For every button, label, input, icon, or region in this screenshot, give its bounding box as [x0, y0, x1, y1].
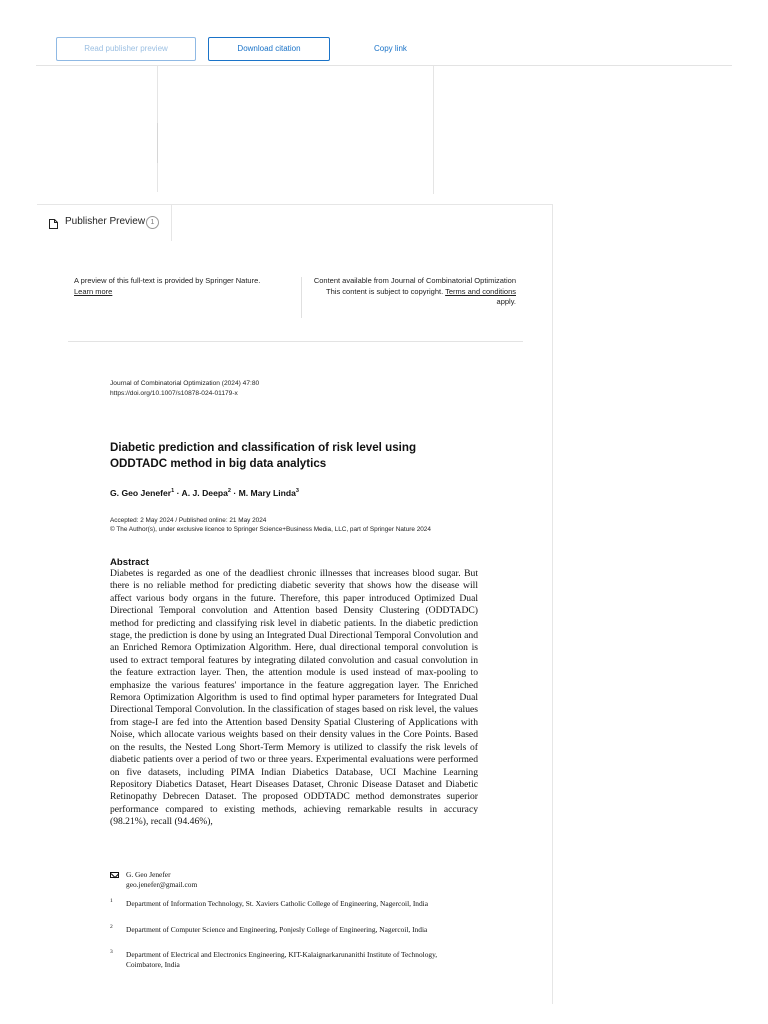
- content-source-text: Content available from Journal of Combinatorial Optimization: [313, 276, 516, 285]
- affiliation-marker: 3: [295, 488, 299, 495]
- panel-divider: [68, 341, 523, 342]
- document-icon: [49, 219, 58, 229]
- read-publisher-preview-button[interactable]: Read publisher preview: [56, 37, 196, 61]
- affiliation-number: 3: [110, 949, 113, 955]
- preview-count-badge: 1: [146, 216, 159, 229]
- tab-label: Publisher Preview: [65, 216, 146, 227]
- copyright-line: © The Author(s), under exclusive licence to Springer Science+Business Media, LLC, part of Springer Nature 2024: [110, 526, 431, 533]
- affiliation-footnote: [110, 950, 470, 970]
- learn-more-link[interactable]: Learn more: [74, 286, 113, 296]
- author-list: [110, 488, 299, 498]
- corresponding-name: G. Geo Jenefer: [126, 870, 171, 879]
- abstract-text: Diabetes is regarded as one of the deadliest chronic illnesses that increases blood sugar. But there is no reliable method for predicting diabetic severity that shows how the disease will affect various body organs in the future. Therefore, this paper introduced Optimized Dual Directional Temporal convolution and Attention based Density Clustering (ODDTADC) method for predicting and classifying risk level in diabetic patients. In the diabetic prediction stage, the prediction is done by using an Integrated Dual Directional Temporal Convolution and an Enriched Remora Optimization Algorithm. Here, dual directional temporal convolution is used to extract temporal features by integrating dilated convolution and casual convolution in the feature extraction layer. Then, the attention module is used instead of max-pooling to emphasize the various features' importance in the feature aggregation layer. The Enriched Remora Optimization Algorithm is used to find optimal hyper parameters for Integrated Dual Directional Temporal Convolution. In the classification of stages based on risk level, the values from stage-I are fed into the Attention based Density Spatial Clustering of Applications with Noise, which allocate various weights based on their density values in the Core Points. Based on the results, the Nested Long Short-Term Memory is utilized to classify the risk levels of diabetic patients over a period of two or three years. Experimental evaluations were performed on five datasets, including PIMA Indian Diabetics Database, UCI Machine Learning Repository Diabetics Dataset, Heart Diseases Dataset, Chronic Disease Dataset and Diabetic Retinopathy Debrecen Dataset. The proposed ODDTADC method demonstrates superior performance compared to existing methods, achieving remarkable results in accuracy (98.21%), recall (94.46%),: [110, 568, 478, 828]
- affiliation-footnote: [110, 925, 470, 935]
- affiliation-text: Department of Electrical and Electronics Engineering, KIT-Kalaignarkarunanithi Institute of Technology, Coimbatore, India: [126, 950, 438, 969]
- preview-notice: [74, 276, 274, 297]
- author-name: M. Mary Linda: [238, 488, 296, 498]
- paper-title: Diabetic prediction and classification of risk level using ODDTADC method in big data analytics: [110, 441, 417, 470]
- preview-notice-text: A preview of this full-text is provided by Springer Nature.: [74, 276, 261, 285]
- terms-link[interactable]: Terms and conditions: [445, 286, 516, 296]
- journal-info: [110, 379, 259, 399]
- author-separator: ·: [176, 488, 180, 498]
- affiliation-text: Department of Information Technology, St. Xaviers Catholic College of Engineering, Nagercoil, India: [126, 899, 429, 908]
- journal-line: Journal of Combinatorial Optimization (2024) 47:80: [110, 380, 260, 387]
- author-separator: ·: [233, 488, 237, 498]
- corresponding-author: [110, 870, 197, 890]
- affiliation-text: Department of Computer Science and Engineering, Ponjesly College of Engineering, Nagercoil, India: [126, 925, 428, 934]
- copyright-suffix: apply.: [496, 297, 516, 306]
- publication-dates: [110, 516, 431, 534]
- info-divider: [301, 277, 302, 318]
- affiliation-number: 2: [110, 924, 113, 930]
- copyright-notice: [313, 276, 516, 308]
- column-divider-mark: [157, 123, 158, 163]
- affiliation-marker: 2: [227, 488, 231, 495]
- toolbar: [0, 0, 768, 66]
- corresponding-email: geo.jenefer@gmail.com: [126, 880, 198, 889]
- affiliation-number: 1: [110, 898, 113, 904]
- affiliation-footnote: [110, 899, 470, 909]
- toolbar-divider: [36, 65, 732, 66]
- envelope-icon: [110, 872, 119, 878]
- download-citation-button[interactable]: Download citation: [208, 37, 330, 61]
- affiliation-marker: 1: [171, 488, 175, 495]
- dates-line: Accepted: 2 May 2024 / Published online: 21 May 2024: [110, 517, 267, 524]
- copyright-text: This content is subject to copyright.: [326, 286, 444, 296]
- copy-link-button[interactable]: Copy link: [374, 44, 407, 53]
- author-name: G. Geo Jenefer: [110, 488, 172, 498]
- column-divider: [433, 66, 434, 194]
- abstract-heading: Abstract: [110, 557, 149, 568]
- tab-publisher-preview[interactable]: [37, 205, 172, 241]
- doi-link[interactable]: https://doi.org/10.1007/s10878-024-01179-x: [110, 390, 238, 397]
- author-name: A. J. Deepa: [181, 488, 228, 498]
